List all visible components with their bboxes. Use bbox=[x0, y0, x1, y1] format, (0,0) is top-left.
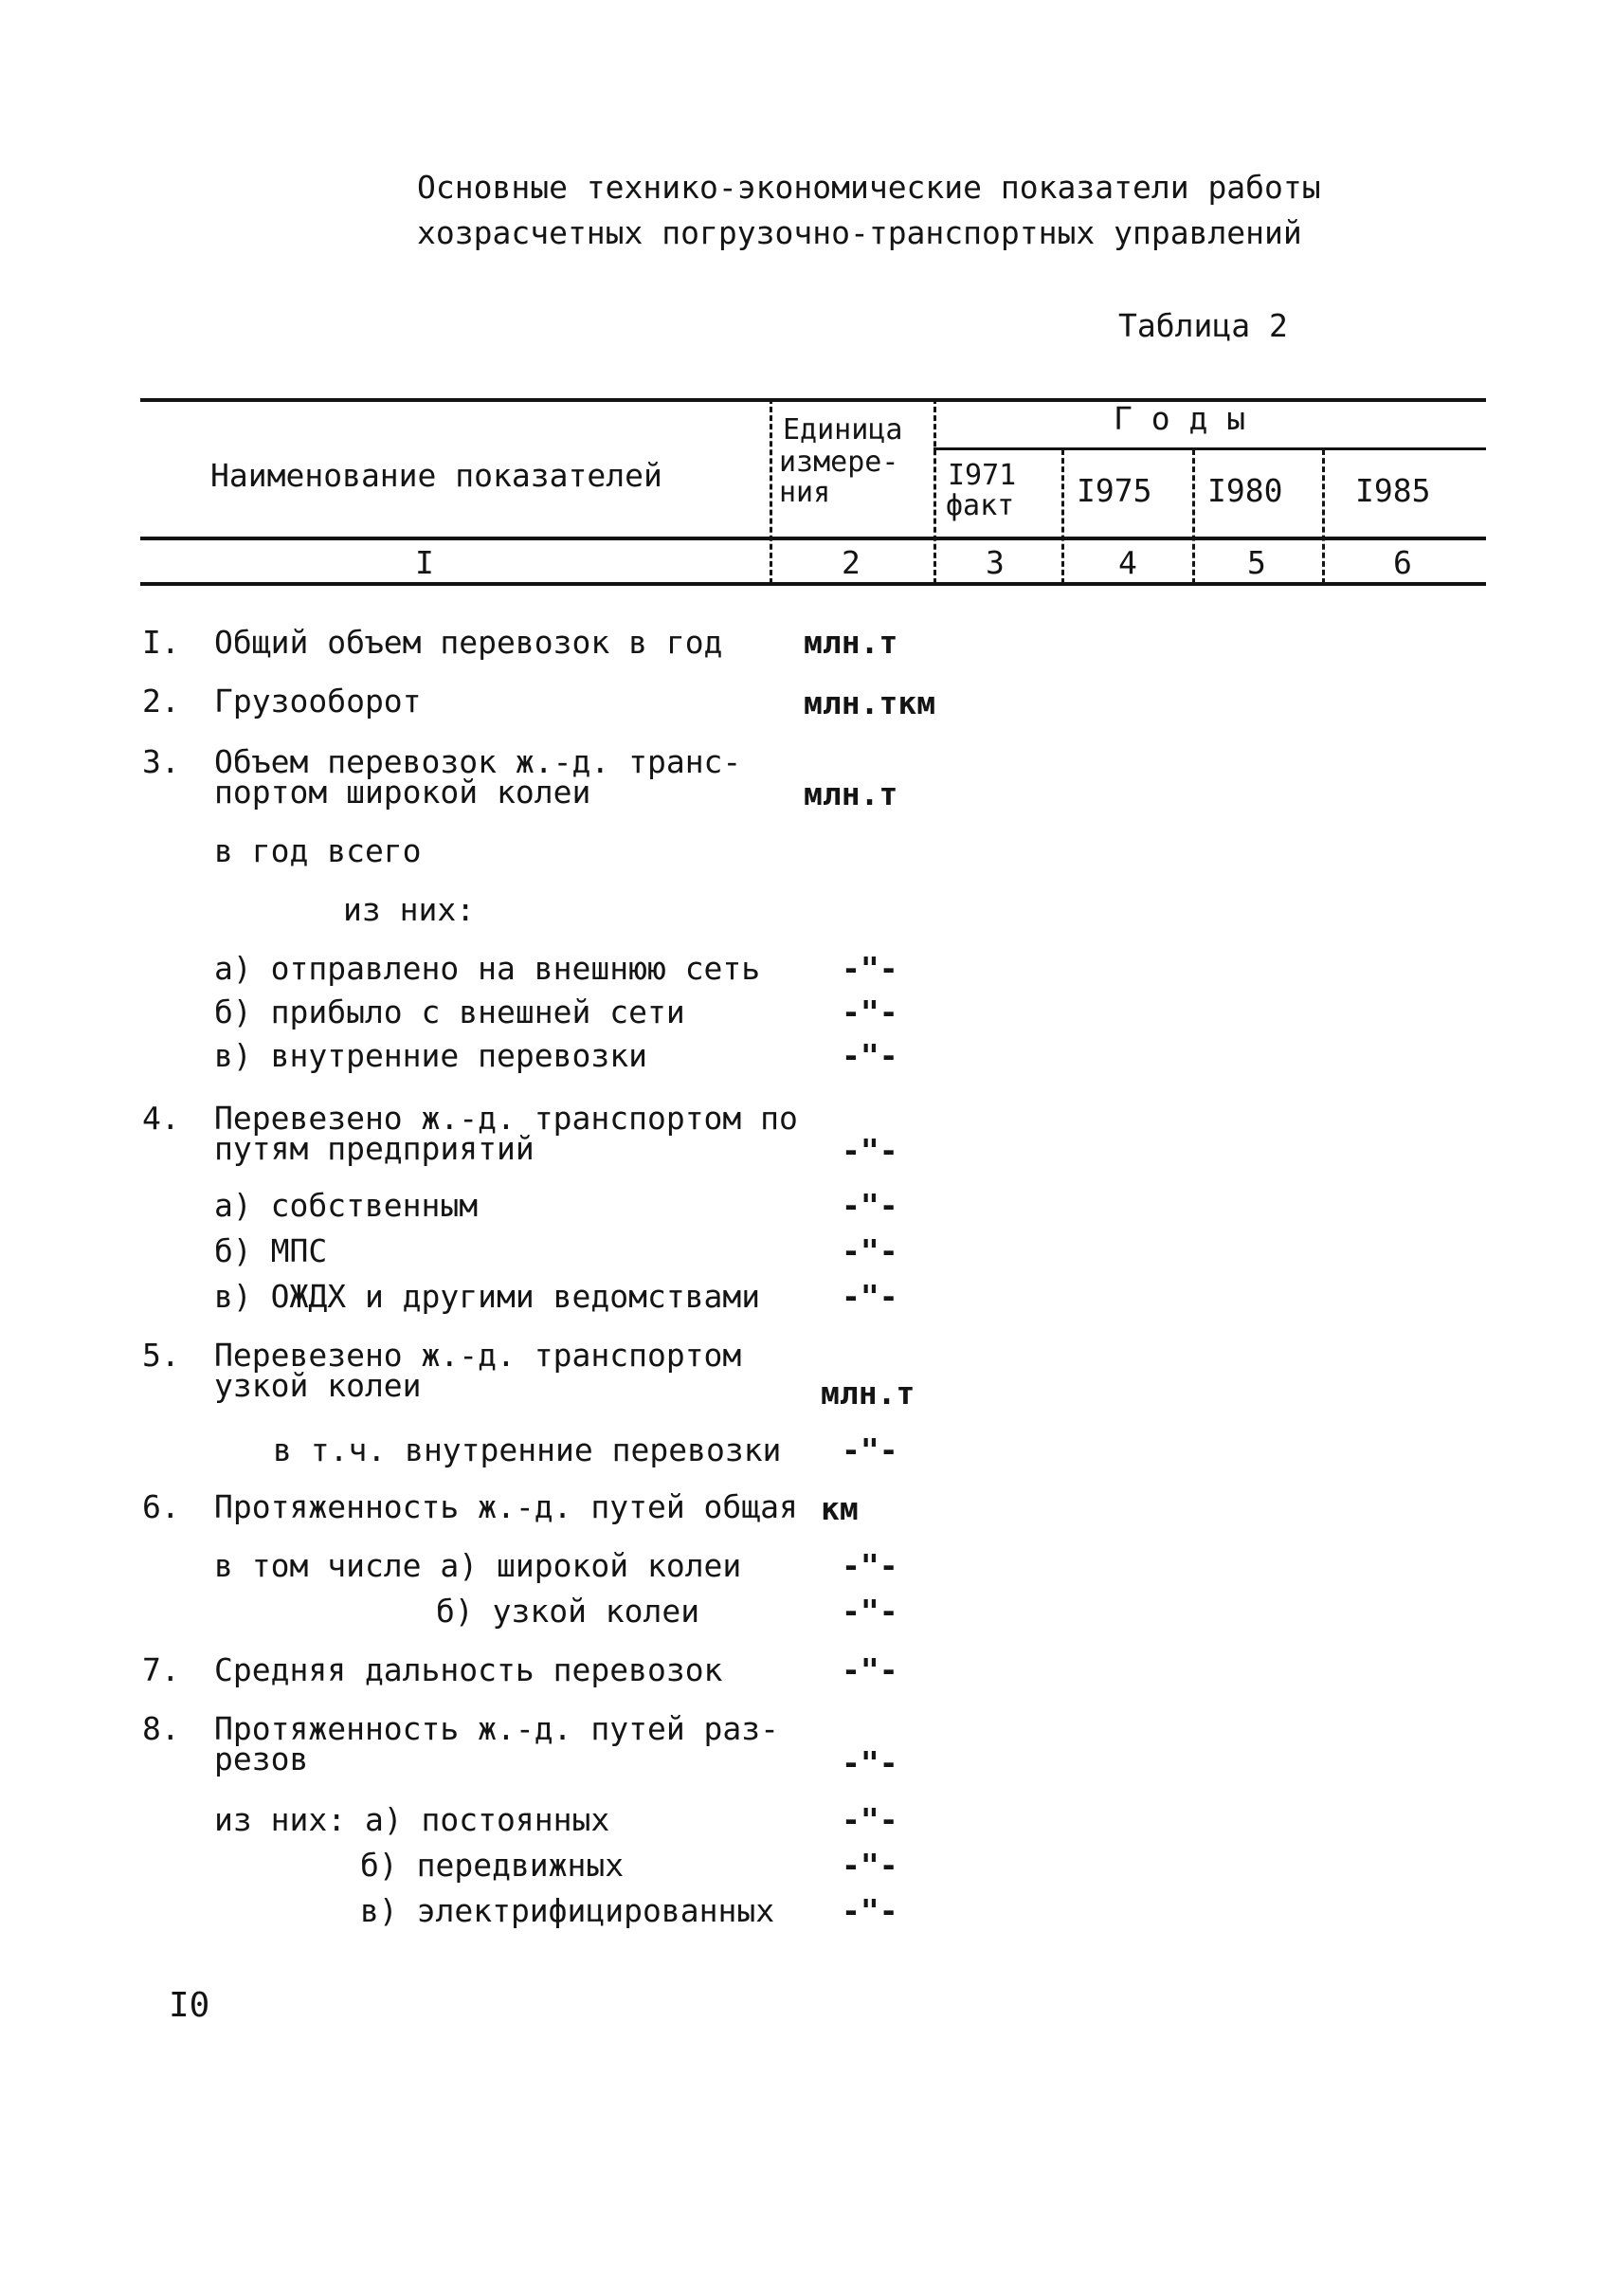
row-7-number: 7. bbox=[142, 1651, 180, 1688]
row-3-of-them-label: из них: bbox=[343, 891, 476, 928]
col-divider-2 bbox=[933, 398, 936, 584]
header-name-column: Наименование показателей bbox=[210, 457, 662, 494]
row-1-number: I. bbox=[142, 624, 180, 661]
row-6b-unit: -"- bbox=[842, 1593, 898, 1630]
row-3-unit: млн.т bbox=[804, 775, 898, 812]
row-3-label-line-2: портом широкой колеи bbox=[214, 774, 591, 811]
row-4b-label: б) МПС bbox=[214, 1232, 328, 1269]
row-2-label: Грузооборот bbox=[214, 683, 422, 720]
row-8a-label: из них: а) постоянных bbox=[214, 1801, 610, 1838]
row-2-number: 2. bbox=[142, 683, 180, 720]
row-6-label: Протяженность ж.-д. путей общая bbox=[214, 1488, 798, 1525]
row-5-label-line-2: узкой колеи bbox=[214, 1367, 422, 1404]
row-4-label-line-1: Перевезено ж.-д. транспортом по bbox=[214, 1100, 798, 1137]
row-3c-label: в) внутренние перевозки bbox=[214, 1037, 647, 1074]
col-number-3: 3 bbox=[986, 544, 1005, 581]
row-5-unit: млн.т bbox=[821, 1375, 915, 1412]
row-4-label-line-2: путям предприятий bbox=[214, 1130, 535, 1167]
header-years-group: Г о д ы bbox=[1114, 400, 1246, 437]
row-4-number: 4. bbox=[142, 1100, 180, 1137]
row-6a-label: в том числе а) широкой колеи bbox=[214, 1547, 742, 1584]
header-unit-line-1: Единица bbox=[783, 413, 903, 446]
row-1-label: Общий объем перевозок в год bbox=[214, 624, 723, 661]
row-6a-unit: -"- bbox=[842, 1547, 898, 1584]
row-3a-unit: -"- bbox=[842, 950, 898, 987]
header-year-1975: I975 bbox=[1077, 472, 1152, 509]
header-unit-line-3: ния bbox=[779, 476, 831, 509]
title-line-2: хозрасчетных погрузочно-транспортных управлений bbox=[417, 214, 1302, 251]
row-3-number: 3. bbox=[142, 743, 180, 780]
row-8b-unit: -"- bbox=[842, 1847, 898, 1884]
row-8c-label: в) электрифицированных bbox=[360, 1892, 775, 1929]
col-divider-4 bbox=[1192, 449, 1195, 584]
row-3c-unit: -"- bbox=[842, 1037, 898, 1074]
row-7-label: Средняя дальность перевозок bbox=[214, 1651, 723, 1688]
row-3b-label: б) прибыло с внешней сети bbox=[214, 993, 685, 1030]
col-number-5: 5 bbox=[1247, 544, 1266, 581]
row-8-label-line-2: резов bbox=[214, 1740, 309, 1777]
header-year-1971-note: факт bbox=[946, 489, 1015, 522]
row-4c-label: в) ОЖДХ и другими ведомствами bbox=[214, 1278, 761, 1315]
row-8a-unit: -"- bbox=[842, 1801, 898, 1838]
row-5a-unit: -"- bbox=[842, 1431, 898, 1468]
row-4-unit: -"- bbox=[842, 1132, 898, 1169]
col-number-1: I bbox=[415, 544, 434, 581]
col-divider-3 bbox=[1061, 449, 1064, 584]
row-5-number: 5. bbox=[142, 1337, 180, 1374]
row-8c-unit: -"- bbox=[842, 1892, 898, 1929]
column-numbers-rule bbox=[140, 582, 1486, 586]
header-year-1971: I971 bbox=[948, 459, 1017, 492]
row-4a-label: а) собственным bbox=[214, 1187, 479, 1224]
row-1-unit: млн.т bbox=[804, 624, 898, 661]
row-4b-unit: -"- bbox=[842, 1232, 898, 1269]
row-3b-unit: -"- bbox=[842, 993, 898, 1030]
header-unit-line-2: измере- bbox=[779, 446, 899, 479]
header-year-1985: I985 bbox=[1355, 472, 1431, 509]
row-4a-unit: -"- bbox=[842, 1187, 898, 1224]
col-number-4: 4 bbox=[1118, 544, 1137, 581]
row-3-total-label: в год всего bbox=[214, 832, 422, 869]
row-6-unit: км bbox=[821, 1490, 859, 1527]
row-2-unit: млн.ткм bbox=[804, 684, 936, 721]
row-7-unit: -"- bbox=[842, 1651, 898, 1688]
years-group-rule bbox=[933, 447, 1486, 450]
col-number-2: 2 bbox=[842, 544, 861, 581]
row-8-label-line-1: Протяженность ж.-д. путей раз- bbox=[214, 1710, 780, 1747]
col-number-6: 6 bbox=[1393, 544, 1412, 581]
page-number: I0 bbox=[169, 1986, 210, 2025]
row-8-unit: -"- bbox=[842, 1744, 898, 1781]
col-divider-5 bbox=[1322, 449, 1325, 584]
row-3a-label: а) отправлено на внешнюю сеть bbox=[214, 950, 761, 987]
row-8-number: 8. bbox=[142, 1710, 180, 1747]
row-4c-unit: -"- bbox=[842, 1278, 898, 1315]
title-line-1: Основные технико-экономические показатели работы bbox=[417, 169, 1321, 206]
row-8b-label: б) передвижных bbox=[360, 1847, 625, 1884]
row-5a-label: в т.ч. внутренние перевозки bbox=[273, 1431, 782, 1468]
row-5-label-line-1: Перевезено ж.-д. транспортом bbox=[214, 1337, 742, 1374]
col-divider-1 bbox=[770, 398, 772, 584]
row-6b-label: б) узкой колеи bbox=[436, 1593, 700, 1630]
header-year-1980: I980 bbox=[1207, 472, 1283, 509]
header-top-rule bbox=[140, 398, 1486, 402]
header-bottom-rule bbox=[140, 537, 1486, 540]
row-6-number: 6. bbox=[142, 1488, 180, 1525]
row-3-label-line-1: Объем перевозок ж.-д. транс- bbox=[214, 743, 742, 780]
table-label: Таблица 2 bbox=[1118, 307, 1288, 344]
